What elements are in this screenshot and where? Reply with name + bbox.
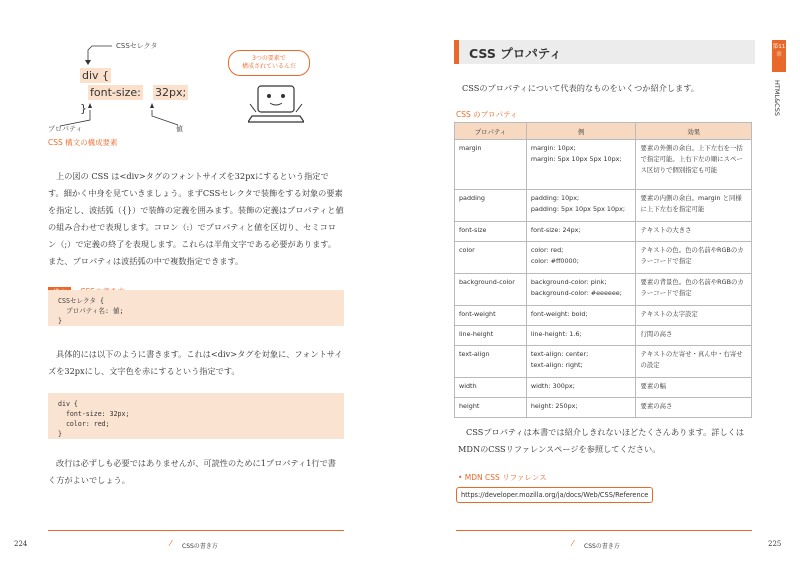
cell-property: height bbox=[455, 398, 527, 418]
diagram-value: 32px; bbox=[155, 86, 187, 99]
cell-example: font-weight: bold; bbox=[526, 306, 636, 326]
mdn-reference-link[interactable]: https://developer.mozilla.org/ja/docs/Web/CSS/Reference bbox=[456, 487, 653, 503]
header-example: 例 bbox=[526, 123, 636, 140]
value-label: 値 bbox=[176, 125, 183, 133]
right-page bbox=[400, 0, 800, 567]
table-row bbox=[455, 346, 752, 378]
cell-example: text-align: center; text-align: right; bbox=[526, 346, 636, 378]
table-row bbox=[455, 378, 752, 398]
diagram-property: font-size: bbox=[90, 86, 141, 99]
section-title: CSS プロパティ bbox=[469, 46, 562, 61]
chapter-side-label: HTML&CSS bbox=[773, 80, 781, 116]
cell-effect: 要素の内側の余白。margin と同様に上下左右を指定可能 bbox=[636, 190, 752, 222]
cell-property: padding bbox=[455, 190, 527, 222]
intro-text: CSSのプロパティについて代表的なものをいくつか紹介します。 bbox=[462, 83, 699, 93]
table-row bbox=[455, 306, 752, 326]
cell-example: background-color: pink; background-color: #eeeeee; bbox=[526, 274, 636, 306]
left-footer-text: CSSの書き方 bbox=[182, 543, 218, 550]
outro-text: CSSプロパティは本書では紹介しきれないほどたくさんあります。詳しくはMDNのCSSリファレンスページを参照してください。 bbox=[458, 427, 745, 454]
cell-effect: テキストの太字設定 bbox=[636, 306, 752, 326]
right-footer-text: CSSの書き方 bbox=[584, 543, 620, 550]
cell-property: text-align bbox=[455, 346, 527, 378]
cell-example: font-size: 24px; bbox=[526, 222, 636, 242]
cell-property: margin bbox=[455, 140, 527, 190]
speech-bubble-text: 3つの要素で 構成されているんだ bbox=[241, 55, 296, 70]
property-label: プロパティ bbox=[48, 125, 83, 133]
table-row bbox=[455, 140, 752, 190]
cell-property: font-weight bbox=[455, 306, 527, 326]
paragraph-2: 具体的には以下のように書きます。これは<div>タグを対象に、フォントサイズを32pxにし、文字色を赤にするという指定です。 bbox=[48, 349, 343, 376]
cell-property: width bbox=[455, 378, 527, 398]
cell-effect: 要素の高さ bbox=[636, 398, 752, 418]
cell-property: font-size bbox=[455, 222, 527, 242]
cell-effect: テキストの左寄せ・真ん中・右寄せの設定 bbox=[636, 346, 752, 378]
table-row bbox=[455, 242, 752, 274]
cell-effect: 要素の幅 bbox=[636, 378, 752, 398]
table-row bbox=[455, 222, 752, 242]
chapter-badge: 第11章 bbox=[772, 44, 786, 58]
cell-effect: 行間の高さ bbox=[636, 326, 752, 346]
table-row bbox=[455, 274, 752, 306]
cell-example: color: red; color: #ff0000; bbox=[526, 242, 636, 274]
syntax-code-block: CSSセレクタ { プロパティ名: 値; } bbox=[48, 290, 344, 326]
cell-property: background-color bbox=[455, 274, 527, 306]
table-row bbox=[455, 326, 752, 346]
table-caption: CSS のプロパティ bbox=[456, 110, 518, 119]
speech-bubble bbox=[228, 50, 310, 76]
paragraph-1: 上の図の CSS は<div>タグのフォントサイズを32pxにするという指定です。細かく中身を見ていきましょう。まずCSSセレクタで装飾をする対象の要素を指定し、波括弧（{}）で装飾の定義を囲みます。装飾の定義はプロパティと値の組み合わせで表現します。コロン（:）でプロパティと値を区切り、セミコロン（;）で定義の終了を表現します。これらは半角文字である必要があります。また、プロパティは波括弧の中で複数指定できます。 bbox=[48, 171, 344, 266]
diagram-caption: CSS 構文の構成要素 bbox=[48, 138, 118, 147]
cell-example: line-height: 1.6; bbox=[526, 326, 636, 346]
table-row bbox=[455, 398, 752, 418]
header-effect: 効果 bbox=[636, 123, 752, 140]
cell-effect: テキストの色。色の名前やRGBのカラーコードで指定 bbox=[636, 242, 752, 274]
header-property: プロパティ bbox=[455, 123, 527, 140]
cell-example: margin: 10px; margin: 5px 10px 5px 10px; bbox=[526, 140, 636, 190]
selector-label: CSSセレクタ bbox=[116, 42, 158, 50]
css-syntax-diagram bbox=[40, 30, 240, 140]
right-footer-mark-icon: ⁄ bbox=[572, 539, 574, 548]
left-page-number: 224 bbox=[14, 540, 28, 548]
left-footer-line bbox=[48, 530, 344, 531]
cell-example: width: 300px; bbox=[526, 378, 636, 398]
right-footer-line bbox=[456, 530, 752, 531]
cell-effect: 要素の外側の余白。上下左右を一括で指定可能。上右下左の順にスペース区切りで個別指定も可能 bbox=[636, 140, 752, 190]
section-title-bar bbox=[454, 40, 755, 64]
right-page-number: 225 bbox=[768, 540, 782, 548]
table-header-row bbox=[455, 123, 752, 140]
cell-example: padding: 10px; padding: 5px 10px 5px 10px; bbox=[526, 190, 636, 222]
css-properties-table bbox=[454, 122, 752, 418]
paragraph-3: 改行は必ずしも必要ではありませんが、可読性のために1プロパティ1行で書く方がよいでしょう。 bbox=[48, 458, 336, 485]
example-code-block: div { font-size: 32px; color: red; } bbox=[48, 393, 344, 439]
cell-example: height: 250px; bbox=[526, 398, 636, 418]
cell-effect: 要素の背景色。色の名前やRGBのカラーコードで指定 bbox=[636, 274, 752, 306]
laptop-character-icon bbox=[248, 80, 304, 130]
cell-property: line-height bbox=[455, 326, 527, 346]
left-footer-mark-icon: ⁄ bbox=[170, 539, 172, 548]
cell-effect: テキストの大きさ bbox=[636, 222, 752, 242]
table-row bbox=[455, 190, 752, 222]
chapter-tab bbox=[772, 40, 786, 72]
diagram-line-1: div { bbox=[82, 69, 110, 82]
cell-property: color bbox=[455, 242, 527, 274]
diagram-line-3: } bbox=[80, 102, 87, 115]
mdn-link-label: • MDN CSS リファレンス bbox=[458, 473, 547, 482]
